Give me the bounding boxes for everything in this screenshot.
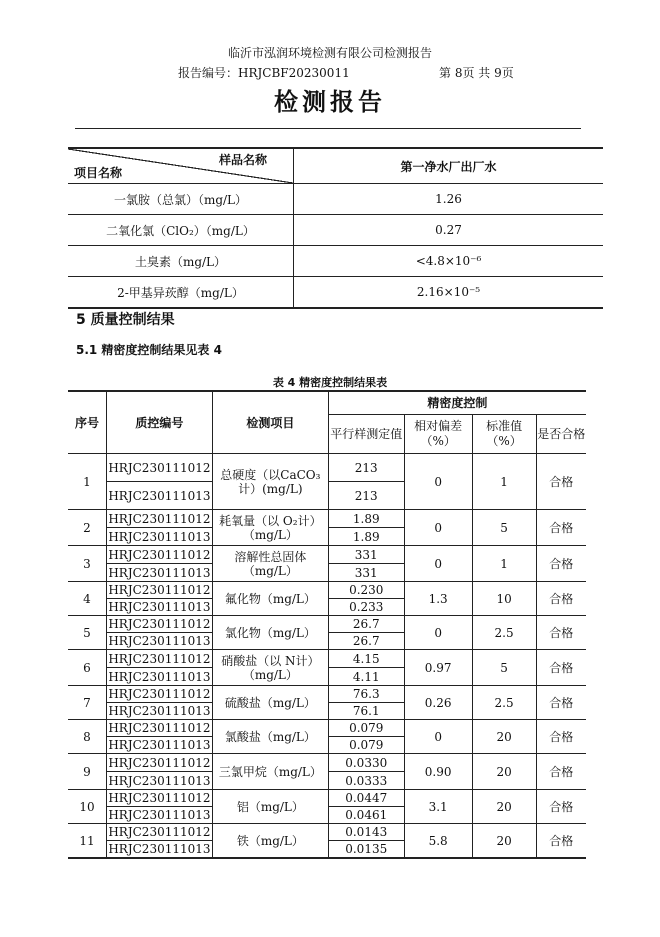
qc-item: 氯酸盐（mg/L） <box>212 720 328 754</box>
qc-parallel-value: 213 <box>328 482 404 510</box>
qc-pass: 合格 <box>536 754 586 790</box>
header-pass: 是否合格 <box>536 415 586 454</box>
corner-sample-label: 样品名称 <box>218 153 267 167</box>
qc-seq: 5 <box>68 616 106 650</box>
qc-pass: 合格 <box>536 720 586 754</box>
header-rel-dev: 相对偏差（%） <box>404 415 472 454</box>
qc-rel-dev: 0 <box>404 546 472 582</box>
qc-rel-dev: 0 <box>404 616 472 650</box>
result-item: 土臭素（mg/L） <box>68 246 294 277</box>
qc-item: 总硬度（以CaCO₃计）(mg/L) <box>212 454 328 510</box>
qc-rel-dev: 5.8 <box>404 824 472 859</box>
result-item: 二氧化氯（ClO₂）（mg/L） <box>68 215 294 246</box>
qc-id: HRJC230111012 <box>108 687 211 701</box>
qc-id: HRJC230111012 <box>108 825 211 839</box>
qc-pass: 合格 <box>536 546 586 582</box>
qc-standard: 5 <box>472 510 536 546</box>
qc-rel-dev: 0 <box>404 454 472 510</box>
qc-parallel-value: 4.15 <box>328 650 404 668</box>
qc-parallel-value: 1.89 <box>328 510 404 528</box>
qc-rel-dev: 0 <box>404 510 472 546</box>
result-value: 1.26 <box>294 184 604 215</box>
results-header-row <box>68 148 603 184</box>
qc-seq: 9 <box>68 754 106 790</box>
qc-id: HRJC230111012 <box>108 583 211 597</box>
result-value: 2.16×10⁻⁵ <box>294 277 604 309</box>
qc-standard: 5 <box>472 650 536 686</box>
results-row <box>68 246 603 277</box>
qc-parallel-value: 0.0461 <box>328 807 404 824</box>
header-standard: 标准值（%） <box>472 415 536 454</box>
qc-item: 硝酸盐（以 N计）（mg/L） <box>212 650 328 686</box>
qc-row <box>68 790 586 807</box>
qc-id: HRJC230111012 <box>108 617 211 631</box>
qc-parallel-value: 26.7 <box>328 616 404 633</box>
qc-parallel-value: 0.230 <box>328 582 404 599</box>
qc-seq: 6 <box>68 650 106 686</box>
qc-row <box>68 582 586 599</box>
qc-rel-dev: 3.1 <box>404 790 472 824</box>
table-caption: 表 4 精密度控制结果表 <box>272 376 388 389</box>
qc-parallel-value: 0.0333 <box>328 772 404 790</box>
qc-rel-dev: 0.26 <box>404 686 472 720</box>
qc-seq: 4 <box>68 582 106 616</box>
qc-rel-dev: 1.3 <box>404 582 472 616</box>
qc-seq: 10 <box>68 790 106 824</box>
qc-row <box>68 754 586 772</box>
qc-parallel-value: 4.11 <box>328 668 404 686</box>
qc-id: HRJC230111013 <box>108 669 211 684</box>
qc-row <box>68 824 586 841</box>
qc-standard: 20 <box>472 754 536 790</box>
qc-id: HRJC230111012 <box>108 651 211 666</box>
qc-item: 氟化物（mg/L） <box>212 582 328 616</box>
qc-item: 三氯甲烷（mg/L） <box>212 754 328 790</box>
qc-standard: 1 <box>472 454 536 510</box>
results-table <box>68 147 603 309</box>
qc-parallel-value: 0.0447 <box>328 790 404 807</box>
qc-parallel-value: 76.3 <box>328 686 404 703</box>
qc-standard: 20 <box>472 824 536 859</box>
result-value: <4.8×10⁻⁶ <box>294 246 604 277</box>
qc-id: HRJC230111013 <box>108 634 211 648</box>
qc-id: HRJC230111012 <box>108 721 211 735</box>
document-title: 检测报告 <box>274 88 386 116</box>
qc-seq: 2 <box>68 510 106 546</box>
qc-header-row <box>68 391 586 415</box>
qc-parallel-value: 331 <box>328 564 404 582</box>
header-precision-group: 精密度控制 <box>328 391 586 415</box>
qc-standard: 2.5 <box>472 686 536 720</box>
qc-rel-dev: 0 <box>404 720 472 754</box>
qc-id: HRJC230111013 <box>108 529 211 544</box>
qc-id: HRJC230111013 <box>108 808 211 822</box>
qc-pass: 合格 <box>536 650 586 686</box>
qc-pass: 合格 <box>536 510 586 546</box>
qc-id: HRJC230111013 <box>106 482 212 510</box>
qc-id: HRJC230111012 <box>108 547 211 562</box>
qc-id: HRJC230111013 <box>108 565 211 580</box>
qc-pass: 合格 <box>536 824 586 859</box>
result-item: 2-甲基异莰醇（mg/L） <box>68 277 294 309</box>
qc-parallel-value: 331 <box>328 546 404 564</box>
qc-parallel-value: 213 <box>328 454 404 482</box>
qc-item: 氯化物（mg/L） <box>212 616 328 650</box>
qc-parallel-value: 0.079 <box>328 720 404 737</box>
qc-pass: 合格 <box>536 790 586 824</box>
qc-seq: 7 <box>68 686 106 720</box>
header-parallel: 平行样测定值 <box>328 415 404 454</box>
qc-table-body <box>68 454 586 859</box>
qc-parallel-value: 76.1 <box>328 703 404 720</box>
page-indicator: 第 8页 共 9页 <box>439 66 514 80</box>
qc-id: HRJC230111012 <box>108 755 211 770</box>
qc-id: HRJC230111012 <box>106 454 212 482</box>
qc-parallel-value: 0.079 <box>328 737 404 754</box>
qc-seq: 11 <box>68 824 106 859</box>
qc-rel-dev: 0.90 <box>404 754 472 790</box>
qc-parallel-value: 0.0330 <box>328 754 404 772</box>
qc-id: HRJC230111013 <box>108 600 211 614</box>
company-header: 临沂市泓润环境检测有限公司检测报告 <box>227 46 432 60</box>
qc-standard: 10 <box>472 582 536 616</box>
qc-id: HRJC230111013 <box>108 704 211 718</box>
qc-item: 铝（mg/L） <box>212 790 328 824</box>
header-qc-no: 质控编号 <box>106 391 212 454</box>
header-seq: 序号 <box>68 391 106 454</box>
qc-parallel-value: 26.7 <box>328 633 404 650</box>
results-row <box>68 215 603 246</box>
qc-item: 溶解性总固体（mg/L） <box>212 546 328 582</box>
qc-rel-dev: 0.97 <box>404 650 472 686</box>
results-row <box>68 184 603 215</box>
report-number: 报告编号：HRJCBF20230011 <box>178 66 350 80</box>
qc-pass: 合格 <box>536 582 586 616</box>
qc-parallel-value: 0.0135 <box>328 841 404 859</box>
qc-standard: 1 <box>472 546 536 582</box>
qc-id: HRJC230111013 <box>108 738 211 752</box>
qc-id: HRJC230111013 <box>108 773 211 788</box>
qc-parallel-value: 0.0143 <box>328 824 404 841</box>
diagonal-header-cell <box>68 148 294 184</box>
qc-row <box>68 510 586 528</box>
corner-item-label: 项目名称 <box>74 166 123 180</box>
qc-id: HRJC230111013 <box>108 842 211 856</box>
results-row <box>68 277 603 309</box>
qc-row <box>68 454 586 482</box>
qc-row <box>68 546 586 564</box>
qc-item: 耗氧量（以 O₂计）（mg/L） <box>212 510 328 546</box>
qc-row <box>68 686 586 703</box>
header-divider <box>75 128 581 129</box>
qc-row <box>68 720 586 737</box>
qc-seq: 3 <box>68 546 106 582</box>
qc-standard: 20 <box>472 720 536 754</box>
qc-item: 铁（mg/L） <box>212 824 328 859</box>
qc-table <box>68 390 586 859</box>
result-item: 一氯胺（总氯）（mg/L） <box>68 184 294 215</box>
qc-pass: 合格 <box>536 454 586 510</box>
section-heading: 5 质量控制结果 <box>76 312 175 328</box>
qc-row <box>68 616 586 633</box>
qc-parallel-value: 1.89 <box>328 528 404 546</box>
qc-row <box>68 650 586 668</box>
qc-parallel-value: 0.233 <box>328 599 404 616</box>
header-item: 检测项目 <box>212 391 328 454</box>
qc-standard: 20 <box>472 790 536 824</box>
qc-seq: 8 <box>68 720 106 754</box>
qc-item: 硫酸盐（mg/L） <box>212 686 328 720</box>
qc-standard: 2.5 <box>472 616 536 650</box>
qc-id: HRJC230111012 <box>108 791 211 805</box>
sample-name-cell: 第一净水厂出厂水 <box>294 148 604 184</box>
subsection-heading: 5.1 精密度控制结果见表 4 <box>76 343 222 357</box>
qc-pass: 合格 <box>536 616 586 650</box>
qc-seq: 1 <box>68 454 106 510</box>
qc-id: HRJC230111012 <box>108 511 211 526</box>
result-value: 0.27 <box>294 215 604 246</box>
qc-pass: 合格 <box>536 686 586 720</box>
